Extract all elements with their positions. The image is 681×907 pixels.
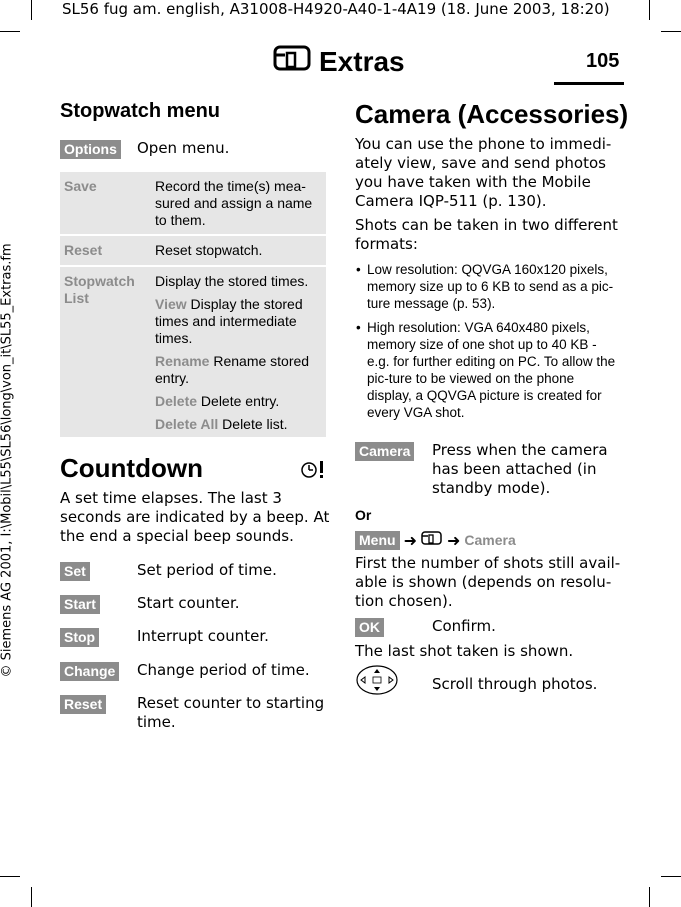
set-key[interactable]: Set [60,562,90,581]
crop-mark [661,31,681,32]
camera-key[interactable]: Camera [355,442,414,461]
camera-desc: Press when the camera has been attached (in standby mode). [432,441,608,497]
reset-key[interactable]: Reset [60,695,106,714]
formats-intro: Shots can be taken in two different formats: [355,216,618,253]
list-item: • Low resolution: QQVGA 160x120 pixels, memory size up to 6 KB to send as a pic-ture message (p. 53). [356,261,622,312]
countdown-heading: Countdown [60,453,203,483]
options-desc: Open menu. [137,139,230,157]
navigation-key-icon [355,664,399,700]
stopwatch-heading: Stopwatch menu [60,100,221,122]
scroll-desc: Scroll through photos. [432,675,598,693]
camera-menu-item[interactable]: Camera [464,532,516,548]
list-item: Rename Rename stored entry. [155,353,310,386]
camera-heading: Camera (Accessories) [355,99,629,129]
change-key[interactable]: Change [60,662,119,681]
ok-key[interactable]: OK [355,618,384,637]
start-key[interactable]: Start [60,595,100,614]
reset-desc: Reset counter to starting time. [137,694,325,731]
crop-mark [649,887,650,907]
camera-intro: You can use the phone to immedi-ately view, save and send photos you have taken with the Mobile Camera IQP-511 (p. 130). [355,135,612,210]
last-shot-text: The last shot taken is shown. [355,642,574,660]
crop-mark [649,0,650,20]
or-label: Or [355,507,372,523]
extras-icon [273,44,313,79]
menu-path [355,530,516,550]
clock-alert-icon [300,458,326,484]
file-header: SL56 fug am. english, A31008-H4920-A40-1-4A19 (18. June 2003, 18:20) [62,0,610,18]
arrow-right-icon: ➜ [446,530,461,550]
stop-key[interactable]: Stop [60,628,99,647]
table-row: Reset Reset stopwatch. [60,236,326,267]
crop-mark [31,887,32,907]
list-item: View Display the stored times and intermediate times. [155,296,303,346]
table-row: Stopwatch List Display the stored times. View Display the stored times and intermediate times. Rename Rename stored entry. Delete Delete entry. Delete All Delete list. [60,267,326,437]
extras-icon [421,530,443,550]
ok-desc: Confirm. [432,617,496,635]
crop-mark [0,31,20,32]
countdown-intro: A set time elapses. The last 3 seconds are indicated by a beep. At the end a special beep sounds. [60,489,330,545]
start-desc: Start counter. [137,594,240,612]
table-row: Save Record the time(s) mea-sured and assign a name to them. [60,172,326,236]
crop-mark [0,876,20,877]
list-item: Delete Delete entry. [155,393,280,409]
stop-desc: Interrupt counter. [137,627,269,645]
page-number: 105 [586,50,620,72]
arrow-right-icon: ➜ [403,530,417,550]
stopwatch-menu-table [60,172,326,437]
menu-key[interactable]: Menu [355,531,400,550]
side-copyright: © Siemens AG 2001, I:\Mobil\L55\SL56\long\von_it\SL55_Extras.fm [0,243,15,678]
format-list [356,261,622,428]
list-item: Delete All Delete list. [155,416,288,432]
shots-text: First the number of shots still avail-able is shown (depends on resolu-tion chosen). [355,554,621,610]
crop-mark [661,876,681,877]
chapter-title: Extras [273,44,405,79]
list-item: • High resolution: VGA 640x480 pixels, memory size of one shot up to 40 KB - e.g. for further editing on PC. To allow the pic-ture to be viewed on the phone display, a QQVGA picture is created for every VGA shot. [356,319,622,421]
crop-mark [31,0,32,20]
change-desc: Change period of time. [137,661,310,679]
options-key[interactable]: Options [60,140,121,159]
header-rule [554,82,624,85]
set-desc: Set period of time. [137,561,277,579]
